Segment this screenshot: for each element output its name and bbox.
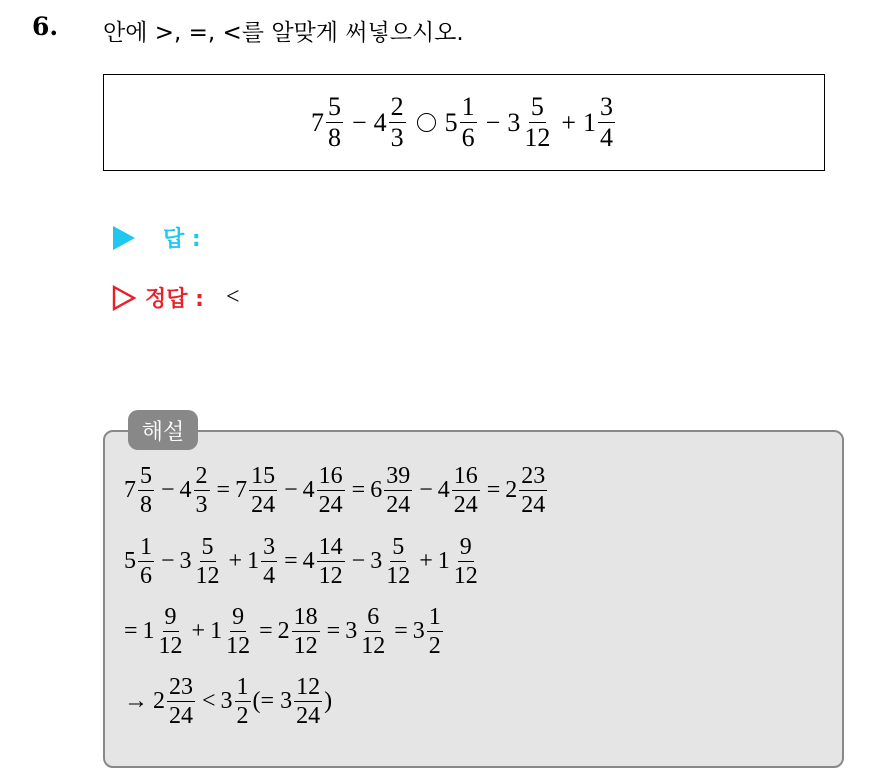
minus-sign: − bbox=[419, 477, 433, 503]
numerator: 9 bbox=[459, 534, 472, 560]
problem-box bbox=[103, 74, 825, 171]
denominator: 24 bbox=[169, 703, 193, 729]
minus-sign: − bbox=[485, 107, 501, 137]
solution-line-2 bbox=[124, 535, 482, 588]
numerator: 2 bbox=[195, 463, 208, 489]
fraction bbox=[460, 94, 477, 151]
denominator: 2 bbox=[236, 703, 249, 729]
open-paren-equals: (= bbox=[252, 688, 275, 714]
whole: 3 bbox=[370, 548, 383, 574]
equals-sign: = bbox=[394, 618, 408, 644]
denominator: 8 bbox=[327, 123, 341, 152]
whole: 3 bbox=[179, 548, 192, 574]
minus-sign: − bbox=[161, 548, 175, 574]
denominator: 24 bbox=[318, 492, 343, 518]
denominator: 24 bbox=[521, 492, 546, 518]
denominator: 12 bbox=[361, 633, 386, 659]
equals-sign: = bbox=[259, 618, 273, 644]
fraction bbox=[317, 464, 345, 517]
denominator: 6 bbox=[461, 123, 475, 152]
whole: 4 bbox=[437, 477, 450, 503]
plus-sign: + bbox=[419, 548, 433, 574]
numerator: 2 bbox=[390, 92, 404, 121]
question-text: 안에 >, =, <를 알맞게 써넣으시오. bbox=[103, 20, 464, 46]
denominator: 24 bbox=[296, 703, 321, 729]
fraction bbox=[384, 464, 412, 517]
whole: 4 bbox=[179, 477, 192, 503]
problem-expression bbox=[311, 94, 617, 151]
numerator: 23 bbox=[521, 463, 546, 489]
question-number: 6. bbox=[32, 12, 59, 41]
minus-sign: − bbox=[284, 477, 298, 503]
fraction bbox=[359, 605, 387, 658]
whole: 3 bbox=[280, 688, 293, 714]
mixed-number-whole: 5 bbox=[444, 107, 458, 137]
right-arrow-icon: → bbox=[124, 688, 148, 714]
denominator: 12 bbox=[318, 563, 343, 589]
close-paren: ) bbox=[324, 688, 333, 714]
play-triangle-outline-icon bbox=[111, 285, 137, 311]
answer-row bbox=[111, 222, 201, 253]
denominator: 12 bbox=[524, 123, 551, 152]
fraction bbox=[519, 464, 547, 517]
numerator: 6 bbox=[367, 604, 380, 630]
whole: 1 bbox=[210, 618, 223, 644]
correct-answer-row bbox=[111, 282, 240, 313]
numerator: 3 bbox=[263, 534, 276, 560]
whole: 1 bbox=[142, 618, 155, 644]
minus-sign: − bbox=[351, 548, 366, 574]
fraction bbox=[326, 94, 343, 151]
fraction bbox=[389, 94, 406, 151]
denominator: 12 bbox=[226, 633, 251, 659]
solution-line-3 bbox=[124, 605, 445, 658]
equals-sign: = bbox=[326, 618, 341, 644]
numerator: 1 bbox=[461, 92, 475, 121]
numerator: 23 bbox=[169, 674, 193, 700]
denominator: 4 bbox=[600, 123, 613, 152]
solution-line-1 bbox=[124, 464, 549, 517]
fraction bbox=[224, 605, 252, 658]
equals-sign: = bbox=[124, 618, 138, 644]
numerator: 14 bbox=[318, 534, 343, 560]
numerator: 16 bbox=[453, 463, 478, 489]
fraction bbox=[292, 605, 320, 658]
whole: 7 bbox=[235, 477, 248, 503]
denominator: 24 bbox=[251, 492, 276, 518]
correct-answer-value: < bbox=[225, 284, 240, 310]
whole: 2 bbox=[153, 688, 165, 714]
plus-sign: + bbox=[228, 548, 243, 574]
denominator: 12 bbox=[386, 563, 411, 589]
numerator: 1 bbox=[236, 674, 249, 700]
plus-sign: + bbox=[191, 618, 206, 644]
whole: 4 bbox=[302, 548, 315, 574]
whole: 3 bbox=[345, 618, 358, 644]
denominator: 2 bbox=[428, 633, 441, 659]
fraction bbox=[194, 535, 222, 588]
denominator: 12 bbox=[158, 633, 183, 659]
denominator: 24 bbox=[386, 492, 411, 518]
numerator: 9 bbox=[232, 604, 245, 630]
fraction bbox=[138, 464, 154, 517]
denominator: 4 bbox=[263, 563, 276, 589]
numerator: 5 bbox=[392, 534, 405, 560]
numerator: 3 bbox=[600, 92, 613, 121]
whole: 7 bbox=[124, 477, 136, 503]
numerator: 9 bbox=[164, 604, 177, 630]
comparison-blank-circle-icon[interactable] bbox=[417, 113, 436, 132]
numerator: 5 bbox=[201, 534, 214, 560]
equals-sign: = bbox=[284, 548, 298, 574]
fraction bbox=[522, 94, 552, 151]
denominator: 8 bbox=[140, 492, 152, 518]
numerator: 16 bbox=[318, 463, 343, 489]
denominator: 3 bbox=[390, 123, 404, 152]
whole: 3 bbox=[220, 688, 233, 714]
numerator: 5 bbox=[327, 92, 341, 121]
equals-sign: = bbox=[351, 477, 366, 503]
numerator: 5 bbox=[530, 92, 544, 121]
fraction bbox=[384, 535, 412, 588]
fraction bbox=[167, 675, 195, 728]
equals-sign: = bbox=[216, 477, 231, 503]
minus-sign: − bbox=[161, 477, 175, 503]
correct-answer-label: 정답 : bbox=[145, 287, 204, 312]
whole: 3 bbox=[412, 618, 425, 644]
whole: 6 bbox=[370, 477, 383, 503]
denominator: 24 bbox=[453, 492, 478, 518]
whole: 4 bbox=[302, 477, 315, 503]
solution-line-4 bbox=[124, 675, 332, 728]
mixed-number-whole: 7 bbox=[310, 107, 324, 137]
denominator: 3 bbox=[195, 492, 208, 518]
fraction bbox=[317, 535, 345, 588]
whole: 2 bbox=[505, 477, 518, 503]
answer-label: 답 : bbox=[163, 227, 201, 252]
plus-sign: + bbox=[561, 107, 576, 137]
minus-sign: − bbox=[351, 107, 367, 137]
whole: 1 bbox=[247, 548, 260, 574]
whole: 1 bbox=[437, 548, 450, 574]
mixed-number-whole: 4 bbox=[373, 107, 387, 137]
equals-sign: = bbox=[486, 477, 501, 503]
mixed-number-whole: 1 bbox=[583, 107, 596, 137]
fraction bbox=[452, 535, 480, 588]
fraction bbox=[294, 675, 322, 728]
play-triangle-filled-icon bbox=[111, 225, 137, 251]
solution-tab: 해설 bbox=[128, 410, 198, 450]
denominator: 12 bbox=[453, 563, 478, 589]
whole: 2 bbox=[277, 618, 290, 644]
denominator: 12 bbox=[293, 633, 318, 659]
fraction bbox=[235, 675, 251, 728]
numerator: 1 bbox=[428, 604, 441, 630]
denominator: 6 bbox=[140, 563, 152, 589]
numerator: 18 bbox=[293, 604, 318, 630]
less-than-sign: < bbox=[202, 688, 216, 714]
fraction bbox=[138, 535, 154, 588]
whole: 5 bbox=[124, 548, 136, 574]
denominator: 12 bbox=[195, 563, 220, 589]
numerator: 5 bbox=[140, 463, 152, 489]
numerator: 15 bbox=[251, 463, 276, 489]
numerator: 12 bbox=[296, 674, 321, 700]
fraction bbox=[427, 605, 443, 658]
fraction bbox=[452, 464, 480, 517]
fraction bbox=[261, 535, 277, 588]
fraction bbox=[157, 605, 185, 658]
numerator: 39 bbox=[386, 463, 411, 489]
mixed-number-whole: 3 bbox=[507, 107, 521, 137]
fraction bbox=[598, 94, 615, 151]
fraction bbox=[194, 464, 210, 517]
numerator: 1 bbox=[140, 534, 152, 560]
fraction bbox=[249, 464, 277, 517]
